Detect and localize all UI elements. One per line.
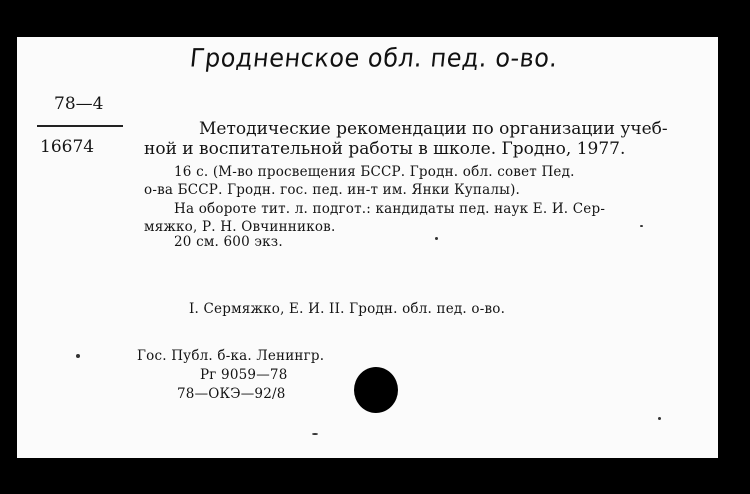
call-number-top: 78—4 xyxy=(54,94,104,114)
note-line-2: мяжко, Р. Н. Овчинников. xyxy=(144,219,336,235)
ink-speck xyxy=(640,225,643,227)
tracing-line: I. Сермяжко, Е. И. II. Гродн. обл. пед. о-во. xyxy=(189,301,506,317)
library-stamp-line-3: 78—ОКЭ—92/8 xyxy=(177,386,286,402)
ink-speck xyxy=(658,417,661,420)
title-line-1: Методические рекомендации по организации учеб- xyxy=(199,119,668,139)
catalog-card xyxy=(17,37,718,458)
ink-speck xyxy=(435,237,438,240)
library-stamp-line-1: Гос. Публ. б-ка. Ленингр. xyxy=(137,348,325,364)
punch-hole xyxy=(354,367,398,413)
handwritten-header: Гродненское обл. пед. о-во. xyxy=(188,43,560,73)
physical-description: 20 см. 600 экз. xyxy=(174,234,283,250)
title-line-2: ной и воспитательной работы в школе. Гродно, 1977. xyxy=(144,139,626,159)
description-line-1: 16 с. (М-во просвещения БССР. Гродн. обл. совет Пед. xyxy=(174,164,575,180)
ink-speck xyxy=(312,433,318,435)
call-number-bottom: 16674 xyxy=(40,137,95,157)
call-number-divider xyxy=(37,125,123,127)
ink-speck xyxy=(76,354,80,358)
note-line-1: На обороте тит. л. подгот.: кандидаты пед. наук Е. И. Сер- xyxy=(174,201,606,217)
description-line-2: о-ва БССР. Гродн. гос. пед. ин-т им. Янки Купалы). xyxy=(144,182,521,198)
library-stamp-line-2: Рг 9059—78 xyxy=(200,367,288,383)
